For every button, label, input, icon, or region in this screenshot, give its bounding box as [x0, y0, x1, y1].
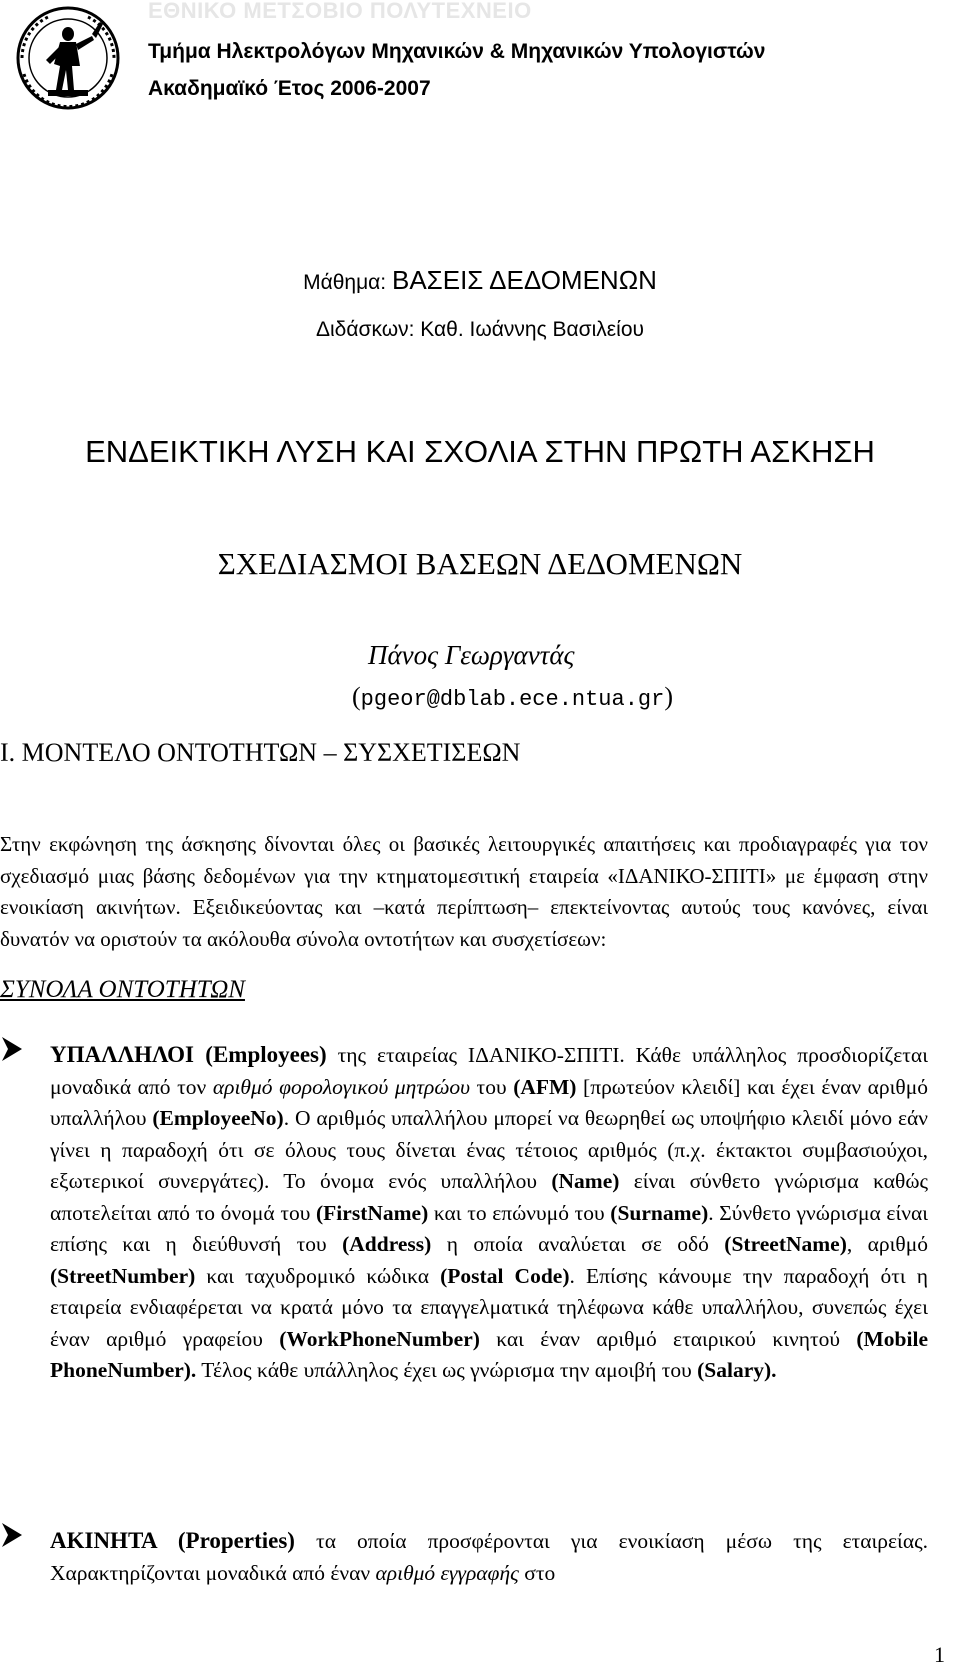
course-label: Μάθημα:	[303, 271, 392, 294]
text-run: , αριθμό	[846, 1232, 929, 1256]
entity-sets-heading: ΣΥΝΟΛΑ ΟΝΤΟΤΗΤΩΝ	[0, 976, 245, 1003]
bold-term: (Postal Code)	[440, 1263, 570, 1288]
text-run: [πρωτεύον κλειδί] και έχει έναν αριθμό υπαλλήλου	[50, 1074, 928, 1130]
course-name: ΒΑΣΕΙΣ ΔΕΔΟΜΕΝΩΝ	[391, 265, 657, 295]
bold-term: ΥΠΑΛΛΗΛΟΙ (Employees)	[50, 1042, 327, 1067]
course-teacher: Διδάσκων: Καθ. Ιωάννης Βασιλείου	[315, 318, 644, 341]
author-email[interactable]: pgeor@dblab.ece.ntua.gr	[360, 687, 665, 712]
bold-term: (EmployeeNo)	[152, 1106, 284, 1130]
text-run: της εταιρείας ΙΔΑΝΙΚΟ-ΣΠΙΤΙ. Κάθε υπάλληλος προσδιορίζεται μοναδικά από τον	[50, 1043, 928, 1099]
italic-term: αριθμό εγγραφής	[375, 1560, 519, 1585]
bold-term: (WorkPhoneNumber)	[279, 1326, 480, 1351]
bold-term: (StreetName)	[724, 1232, 847, 1256]
bold-term: (Name)	[551, 1169, 620, 1193]
document-subtitle: ΣΧΕΔΙΑΣΜΟΙ ΒΑΣΕΩΝ ΔΕΔΟΜΕΝΩΝ	[217, 546, 743, 581]
ntua-seal-icon	[8, 4, 128, 112]
text-run: είναι σύνθετο γνώρισμα καθώς αποτελείται από το όνομά του	[50, 1169, 928, 1225]
text-run: στο	[518, 1560, 556, 1585]
bold-term: (Address)	[342, 1232, 432, 1256]
section-heading: Ι. ΜΟΝΤΕΛΟ ΟΝΤΟΤΗΤΩΝ – ΣΥΣΧΕΤΙΣΕΩΝ	[0, 738, 521, 767]
text-run: και το επώνυμό του	[428, 1200, 611, 1225]
author-name: Πάνος Γεωργαντάς	[368, 640, 575, 670]
bold-term: (Surname)	[610, 1200, 709, 1225]
author-email-line	[352, 682, 673, 712]
course-line	[0, 265, 960, 296]
bold-term: (StreetNumber)	[50, 1263, 196, 1288]
text-run: η οποία αναλύεται σε οδό	[431, 1232, 725, 1256]
text-run: και ταχυδρομικό κώδικα	[195, 1263, 441, 1288]
bullet-properties	[50, 1525, 928, 1589]
bold-term: ΑΚΙΝΗΤΑ (Properties)	[50, 1528, 295, 1553]
document-title: ΕΝΔΕΙΚΤΙΚΗ ΛΥΣΗ ΚΑΙ ΣΧΟΛΙΑ ΣΤΗΝ ΠΡΩΤΗ ΑΣΚΗΣΗ	[85, 434, 875, 469]
text-run: . Επίσης κάνουμε την παραδοχή ότι η εταιρεία ενδιαφέρεται να κρατά μόνο τα επαγγελματικά τηλέφωνα κάθε υπαλλήλου, συνεπώς έχει έναν αριθμό γραφείου	[50, 1263, 928, 1351]
text-run: τα οποία προσφέρονται για ενοικίαση μέσω της εταιρείας. Χαρακτηρίζονται μοναδικά από έναν	[50, 1529, 928, 1585]
bullet-employees	[50, 1039, 928, 1387]
italic-term: αριθμό φορολογικού μητρώου	[212, 1074, 470, 1099]
arrowhead-bullet-icon	[0, 1520, 40, 1550]
text-run: Τέλος κάθε υπάλληλος έχει ως γνώρισμα την αμοιβή του	[196, 1358, 698, 1382]
page-number: 1	[934, 1642, 945, 1667]
department-name: Τμήμα Ηλεκτρολόγων Μηχανικών & Μηχανικών Υπολογιστών	[148, 40, 766, 63]
email-open-paren: (	[352, 682, 361, 711]
intro-paragraph: Στην εκφώνηση της άσκησης δίνονται όλες οι βασικές λειτουργικές απαιτήσεις και προδιαγραφές για τον σχεδιασμό μιας βάσης δεδομένων για την κτηματομεσιτική εταιρεία «ΙΔΑΝΙΚΟ-ΣΠΙΤΙ» με έμφαση στην ενοικίαση ακινήτων. Εξειδικεύοντας και –κατά περίπτωση– επεκτείνοντας αυτούς τους κανόνες, είναι δυνατόν να οριστούν τα ακόλουθα σύνολα οντοτήτων και συσχετίσεων:	[0, 832, 928, 951]
arrowhead-bullet-icon	[0, 1034, 40, 1064]
text-run: . Σύνθετο γνώρισμα είναι επίσης και η διεύθυνσή του	[50, 1200, 929, 1256]
institution-name: ΕΘΝΙΚΟ ΜΕΤΣΟΒΙΟ ΠΟΛΥΤΕΧΝΕΙΟ	[148, 0, 532, 23]
bold-term: (AFM)	[513, 1074, 577, 1099]
bold-term: (FirstName)	[316, 1200, 429, 1225]
email-close-paren: )	[664, 682, 673, 711]
text-run: του	[469, 1074, 514, 1099]
bold-term: (Salary).	[697, 1358, 777, 1382]
academic-year: Ακαδημαϊκό Έτος 2006-2007	[148, 77, 431, 100]
bold-term: (Mobile PhoneNumber).	[50, 1326, 929, 1382]
text-run: και έναν αριθμό εταιρικού κινητού	[479, 1326, 857, 1351]
text-run: . Ο αριθμός υπαλλήλου μπορεί να θεωρηθεί ως υποψήφιο κλειδί μόνο εάν γίνει η παραδοχή ότι σε όλους τους δίνεται ένας τέτοιος αριθμός (π.χ. έκτακτοι συμβασιούχοι, εξωτερικοί συνεργάτες). Το όνομα ενός υπαλλήλου	[50, 1106, 928, 1193]
